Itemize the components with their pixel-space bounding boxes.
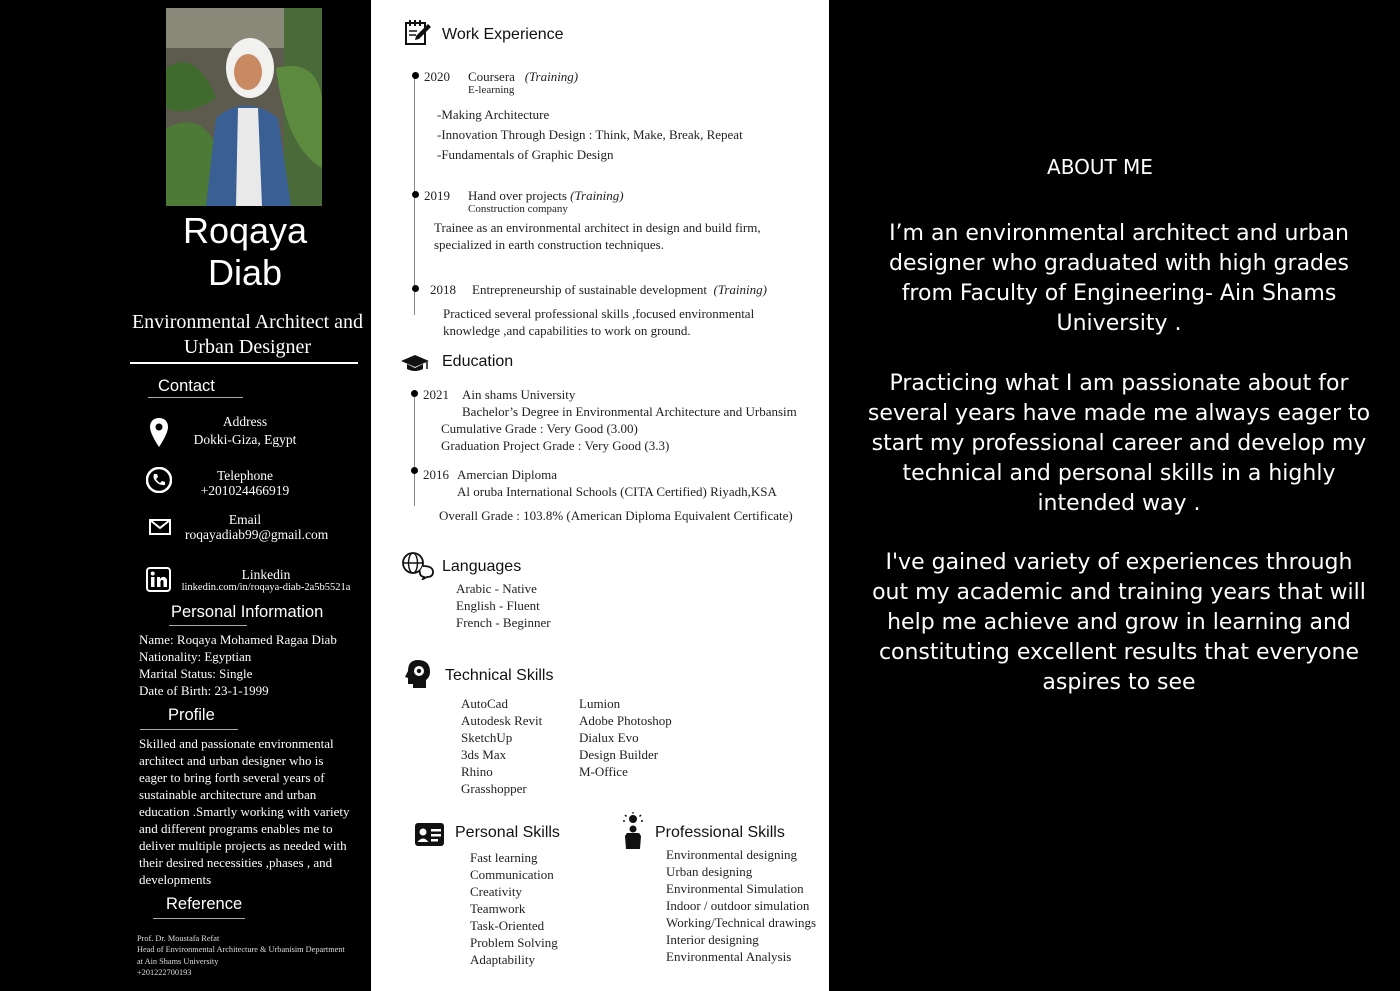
profile-line: deliver multiple projects as needed with xyxy=(139,838,347,853)
technical-skill: Grasshopper xyxy=(461,781,527,796)
technical-skill: AutoCad xyxy=(461,696,508,711)
technical-skill: Adobe Photoshop xyxy=(579,713,672,728)
personal-info-dob: Date of Birth: 23-1-1999 xyxy=(139,683,269,698)
technical-skills-col2 xyxy=(579,695,672,780)
telephone-block xyxy=(185,468,305,498)
technical-skill: SketchUp xyxy=(461,730,513,745)
education-degree: Bachelor’s Degree in Environmental Architecture and Urbansim xyxy=(462,404,797,419)
personal-skills-list xyxy=(470,849,558,968)
work-detail: knowledge ,and capabilities to work on ground. xyxy=(443,323,691,338)
timeline-dot xyxy=(411,390,418,397)
technical-skills-col1 xyxy=(461,695,542,797)
education-grade: Overall Grade : 103.8% (American Diploma Equivalent Certificate) xyxy=(439,508,793,523)
technical-skill: Autodesk Revit xyxy=(461,713,543,728)
education-degree: Al oruba International Schools (CITA Certified) Riyadh,KSA xyxy=(457,484,777,499)
linkedin-block xyxy=(170,567,362,594)
education-heading: Education xyxy=(442,353,514,370)
linkedin-icon xyxy=(146,567,171,592)
phone-icon xyxy=(146,467,172,493)
person-lightbulb-icon xyxy=(619,812,647,850)
work-details xyxy=(443,305,754,339)
reference-university: at Ain Shams University xyxy=(137,956,219,966)
personal-skill: Communication xyxy=(470,867,554,882)
telephone-value[interactable]: +201024466919 xyxy=(200,483,290,498)
address-label: Address xyxy=(222,414,268,429)
email-label: Email xyxy=(228,512,262,527)
language-item: French - Beginner xyxy=(456,615,551,630)
address-block xyxy=(185,414,305,447)
technical-skill: Dialux Evo xyxy=(579,730,639,745)
profile-line: developments xyxy=(139,872,212,887)
profile-line: Skilled and passionate environmental xyxy=(139,736,334,751)
professional-skill: Interior designing xyxy=(666,932,759,947)
personal-skill: Creativity xyxy=(470,884,522,899)
education-grade: Cumulative Grade : Very Good (3.00) xyxy=(441,421,638,436)
professional-skill: Environmental Analysis xyxy=(666,949,792,964)
work-detail: specialized in earth construction techniques. xyxy=(434,237,664,252)
title-divider xyxy=(130,362,358,364)
professional-skill: Environmental designing xyxy=(666,847,798,862)
timeline-dot xyxy=(412,72,419,79)
notepad-pencil-icon xyxy=(404,18,432,46)
professional-skill: Urban designing xyxy=(666,864,753,879)
sidebar xyxy=(0,0,371,991)
map-pin-icon xyxy=(150,418,168,448)
education-year: 2016 xyxy=(423,467,449,482)
globe-speech-icon xyxy=(401,550,435,580)
email-block xyxy=(185,512,329,542)
reference-name: Prof. Dr. Moustafa Refat xyxy=(137,934,220,943)
linkedin-label: Linkedin xyxy=(241,567,291,582)
profile-line: eager to bring forth several years of xyxy=(139,770,325,785)
graduation-cap-icon xyxy=(400,353,430,373)
personal-skills-heading: Personal Skills xyxy=(455,824,560,841)
personal-skill: Task-Oriented xyxy=(470,918,545,933)
timeline-dot xyxy=(412,191,419,198)
languages-list xyxy=(456,580,551,631)
profile-line: and different programs enables me to xyxy=(139,821,333,836)
personal-info-nationality: Nationality: Egyptian xyxy=(139,649,252,664)
profile-text xyxy=(139,735,367,888)
contact-heading: Contact xyxy=(158,377,215,395)
language-item: Arabic - Native xyxy=(456,581,537,596)
personal-info-divider xyxy=(169,625,247,626)
profile-line: education .Smartly working with variety xyxy=(139,804,350,819)
address-value: Dokki-Giza, Egypt xyxy=(193,432,297,447)
work-experience-heading: Work Experience xyxy=(442,26,564,43)
about-paragraph: I’m an environmental architect and urban designer who graduated with high grades from Faculty of Engineering- Ain Shams University . xyxy=(888,221,1350,336)
languages-heading: Languages xyxy=(442,558,522,575)
personal-info-name: Name: Roqaya Mohamed Ragaa Diab xyxy=(139,632,337,647)
work-detail: -Fundamentals of Graphic Design xyxy=(437,147,614,162)
reference-heading: Reference xyxy=(166,895,243,913)
professional-skill: Working/Technical drawings xyxy=(666,915,817,930)
professional-skill: Indoor / outdoor simulation xyxy=(666,898,810,913)
job-title: Environmental Architect and Urban Designer xyxy=(131,311,364,358)
work-year: 2018 xyxy=(430,282,456,297)
personal-skill: Teamwork xyxy=(470,901,526,916)
contact-divider xyxy=(148,397,243,398)
about-panel xyxy=(829,0,1400,991)
about-title: ABOUT ME xyxy=(1047,155,1153,179)
personal-skill: Adaptability xyxy=(470,952,535,967)
language-item: English - Fluent xyxy=(456,598,540,613)
profile-divider xyxy=(140,729,238,730)
head-gears-icon xyxy=(404,659,432,689)
work-org: Hand over projects (Training) xyxy=(468,188,624,203)
id-card-icon xyxy=(414,822,445,847)
education-school: Amercian Diploma xyxy=(457,467,557,482)
technical-skill: Rhino xyxy=(461,764,493,779)
timeline-dot xyxy=(412,285,419,292)
personal-skill: Fast learning xyxy=(470,850,538,865)
technical-skill: Lumion xyxy=(579,696,621,711)
professional-skill: Environmental Simulation xyxy=(666,881,804,896)
work-sub: E-learning xyxy=(468,84,515,96)
reference-divider xyxy=(153,918,245,919)
profile-line: architect and urban designer who is xyxy=(139,753,324,768)
telephone-label: Telephone xyxy=(216,468,274,483)
profile-photo xyxy=(166,8,322,206)
technical-skill: 3ds Max xyxy=(461,747,507,762)
work-detail: -Making Architecture xyxy=(437,107,550,122)
education-timeline xyxy=(414,393,415,506)
technical-skill: M-Office xyxy=(579,764,628,779)
reference-position: Head of Environmental Architecture & Urbanisim Department xyxy=(137,945,345,955)
personal-skill: Problem Solving xyxy=(470,935,558,950)
personal-info-heading: Personal Information xyxy=(171,603,324,621)
reference-block xyxy=(137,933,345,978)
profile-heading: Profile xyxy=(168,706,215,724)
professional-skills-list xyxy=(666,846,816,965)
work-detail: -Innovation Through Design : Think, Make, Break, Repeat xyxy=(437,127,743,142)
work-details xyxy=(437,106,743,163)
technical-skills-heading: Technical Skills xyxy=(445,667,554,684)
last-name: Diab xyxy=(207,252,283,293)
work-org: Coursera (Training) xyxy=(468,69,579,84)
timeline-dot xyxy=(411,467,418,474)
reference-phone: +201222700193 xyxy=(137,967,192,977)
work-detail: Practiced several professional skills ,focused environmental xyxy=(443,306,755,321)
profile-line: their desired necessities ,phases , and xyxy=(139,855,333,870)
linkedin-value[interactable]: linkedin.com/in/roqaya-diab-2a5b5521a xyxy=(181,582,351,593)
work-details xyxy=(434,219,761,253)
work-sub: Construction company xyxy=(468,203,568,215)
email-value[interactable]: roqayadiab99@gmail.com xyxy=(185,527,329,542)
education-school: Ain shams University xyxy=(462,387,576,402)
work-org: Entrepreneurship of sustainable development (Training) xyxy=(472,282,767,297)
education-year: 2021 xyxy=(423,387,449,402)
work-detail: Trainee as an environmental architect in design and build firm, xyxy=(434,220,761,235)
education-grade: Graduation Project Grade : Very Good (3.3) xyxy=(441,438,670,453)
about-paragraph: Practicing what I am passionate about for several years have made me always eager to start my professional career and develop my technical and personal skills in a highly intended way . xyxy=(867,371,1371,516)
work-year: 2019 xyxy=(424,188,450,203)
personal-info-list xyxy=(139,631,337,699)
envelope-icon xyxy=(149,519,171,535)
professional-skills-heading: Professional Skills xyxy=(655,824,785,841)
resume-main-panel xyxy=(371,0,829,991)
about-paragraph: I've gained variety of experiences through out my academic and training years that will help me achieve and grow in learning and constituting excellent results that everyone aspires to see xyxy=(872,550,1366,695)
profile-line: sustainable architecture and urban xyxy=(139,787,317,802)
first-name: Roqaya xyxy=(182,210,308,251)
technical-skill: Design Builder xyxy=(579,747,659,762)
personal-info-marital: Marital Status: Single xyxy=(139,666,253,681)
work-year: 2020 xyxy=(424,69,450,84)
